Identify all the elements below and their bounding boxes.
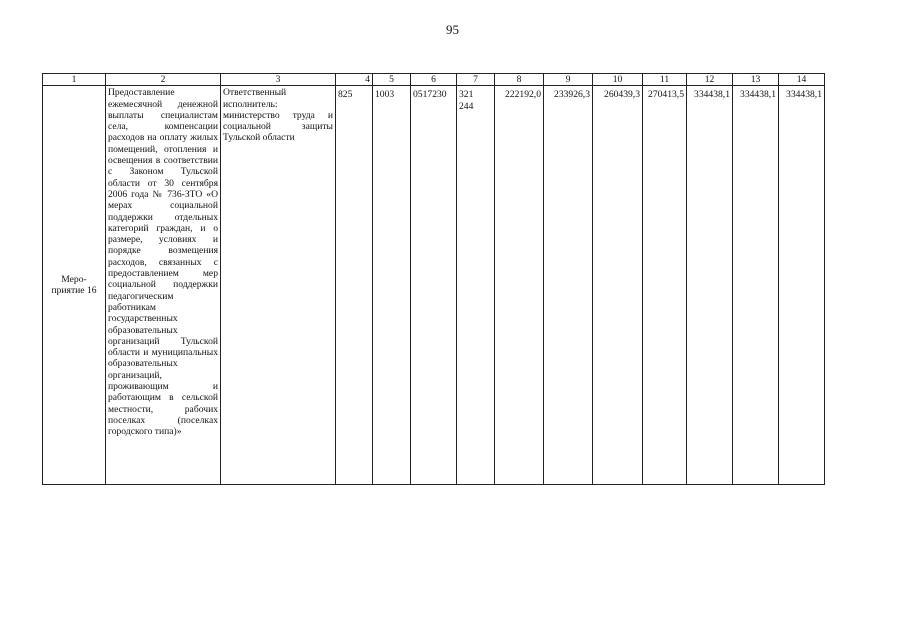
header-cell-11: 11 xyxy=(643,74,687,86)
cell-col-11: 270413,5 xyxy=(643,86,687,485)
cell-col-8: 222192,0 xyxy=(495,86,544,485)
cell-col-5: 1003 xyxy=(373,86,411,485)
cell-col-4: 825 xyxy=(336,86,373,485)
header-cell-7: 7 xyxy=(457,74,495,86)
cell-col-7: 321 244 xyxy=(457,86,495,485)
header-cell-1: 1 xyxy=(43,74,106,86)
header-cell-2: 2 xyxy=(106,74,221,86)
table-row xyxy=(43,86,825,485)
header-cell-5: 5 xyxy=(373,74,411,86)
cell-col-9: 233926,3 xyxy=(544,86,593,485)
header-cell-3: 3 xyxy=(221,74,336,86)
cell-col-14: 334438,1 xyxy=(779,86,825,485)
header-cell-12: 12 xyxy=(687,74,733,86)
header-cell-6: 6 xyxy=(411,74,457,86)
header-cell-10: 10 xyxy=(593,74,643,86)
page-number: 95 xyxy=(446,22,459,37)
cell-col-12: 334438,1 xyxy=(687,86,733,485)
header-cell-13: 13 xyxy=(733,74,779,86)
header-cell-9: 9 xyxy=(544,74,593,86)
budget-table xyxy=(42,73,825,485)
measure-description: Предоставление ежемесячной денежной выплаты специалистам села, компенсации расходов на оплату жилых помещений, отопления и освещения в соответствии с Законом Тульской области от 30 сентября 2006 года № 736-ЗТО «О мерах социальной поддержки отдельных категорий граждан, и о размере, условиях и порядке возмещения расходов, связанных с предоставлением мер социальной поддержки педагогическим работникам государственных образовательных организаций Тульской области и муниципальных образовательных организаций, проживающим и работающим в сельской местности, рабочих поселках (поселках городского типа)» xyxy=(106,86,221,485)
cell-col-13: 334438,1 xyxy=(733,86,779,485)
cell-col-10: 260439,3 xyxy=(593,86,643,485)
cell-col-6: 0517230 xyxy=(411,86,457,485)
header-cell-14: 14 xyxy=(779,74,825,86)
table-header-row xyxy=(43,74,825,86)
responsible-executor: Ответственный исполнитель: министерство труда и социальной защиты Тульской области xyxy=(221,86,336,485)
header-cell-8: 8 xyxy=(495,74,544,86)
row-label: Меро- приятие 16 xyxy=(43,86,106,485)
header-cell-4: 4 xyxy=(336,74,373,86)
